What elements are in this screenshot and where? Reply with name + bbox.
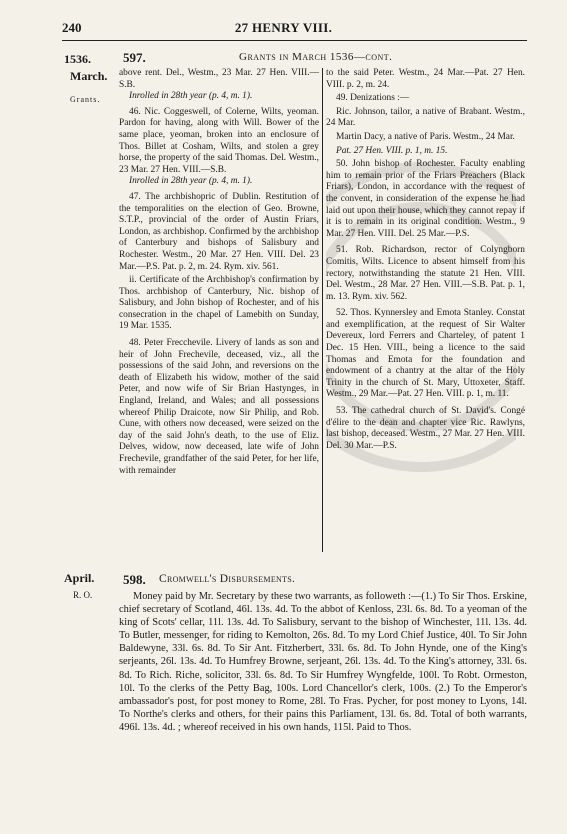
entry-paragraph: Ric. Johnson, tailor, a native of Brabant. Westm., 24 Mar. <box>326 106 525 129</box>
margin-april: April. <box>64 571 95 585</box>
margin-record-office: R. O. <box>73 590 93 600</box>
left-column <box>119 68 319 477</box>
entry-paragraph: 52. Thos. Kynnersley and Emota Stanley. Constat and exemplification, at the request of Sir Walter Devereux, lord Ferrers and Charteley, of patent 1 Dec. 15 Hen. VIII., being a licence to the said Thomas and Emota for the foundation and endowment of a chantry at the altar of the Holy Trinity in the church of St. Mary, Uttoxeter, Staff. Westm., 29 Mar.—Pat. 27 Hen. VIII. p. 1, m. 11. <box>326 308 525 400</box>
section-598-body <box>119 590 527 734</box>
entry-paragraph: above rent. Del., Westm., 23 Mar. 27 Hen. VIII.—S.B. <box>119 68 319 90</box>
entry-paragraph: 46. Nic. Coggeswell, of Colerne, Wilts, yeoman. Pardon for having, along with Will. Bower of the same place, yeoman, broken into an enclosure of Thos. Billet at Cosham, Wilts, and stolen a grey horse, the property of the said Thomas. Del. Westm., 23 Mar. 27 Hen. VIII.—S.B. <box>119 106 319 175</box>
entry-paragraph: to the said Peter. Westm., 24 Mar.—Pat. 27 Hen. VIII. p. 2, m. 24. <box>326 68 525 90</box>
section-597-number: 597. <box>123 50 146 65</box>
section-597-title: Grants in March 1536—cont. <box>239 51 393 63</box>
margin-grants-label: Grants. <box>70 95 101 104</box>
entry-paragraph: ii. Certificate of the Archbishop's confirmation by Thos. archbishop of Canterbury, Nic. bishop of Salisbury, and John bishop of Rochester, and of his consecration in the chapel of Lamebith on Sunday, 19 Mar. 1535. <box>119 275 319 332</box>
enrolment-note: Inrolled in 28th year (p. 4, m. 1). <box>129 176 253 187</box>
section-597-heading <box>119 50 525 66</box>
column-divider <box>322 68 323 552</box>
running-head: 27 HENRY VIII. <box>234 20 333 35</box>
section-598-number: 598. <box>123 572 146 587</box>
entry-paragraph: 51. Rob. Richardson, rector of Colyngborn Comitis, Wilts. Licence to absent himself from his rectory, notwithstanding the statute 21 Hen. VIII. Del. Westm., 28 Mar. 27 Hen. VIII.—S.B. Pat. p. 1, m. 13. Rym. xiv. 562. <box>326 245 525 302</box>
enrolment-note: Inrolled in 28th year (p. 4, m. 1). <box>129 91 253 102</box>
entry-paragraph: Pat. 27 Hen. VIII. p. 1, m. 15. <box>336 145 448 156</box>
section-598-title: Cromwell's Disbursements. <box>159 573 296 585</box>
disbursements-paragraph: Money paid by Mr. Secretary by these two warrants, as followeth :—(1.) To Sir Thos. Erskine, chief secretary of Scotland, 46l. 13s. 4d. To the abbot of Kenloss, 23l. 6s. 8d. To a yeoman of the king of Scots' cellar, 11l. 13s. 4d. To Salisbury, servant to the bishop of Winchester, 11l. 13s. 4d. To Butler, messenger, for riding to Kemolton, 26s. 8d. To my Lord Chief Justice, 40l. To Sir John Baldewyne, 33l. 6s. 8d. To Sir Ant. Fitzherbert, 33l. 6s. 8d. To John Hynde, one of the King's serjeants, 26l. 13s. 4d. To Humfrey Browne, serjeant, 26l. 13s. 4d. To the King's attorney, 33l. 6s. 8d. To Rich. Riche, solicitor, 33l. 6s. 8d. To Sir Humfrey Wyngfelde, 100l. To Robt. Ormeston, 10l. To the clerks of the Petty Bag, 100s. Lord Chancellor's clerk, 100s. (2.) To the Emperor's ambassador's post, for post money to Rome, 28l. To Fras. Pycher, for post money to Lyons, 14l. To Northe's clerks and others, for their pains this Parliament, 13l. 6s. 8d. Total of both warrants, 496l. 13s. 4d. ; whereof received in his own hands, 115l. Paid to Thos. <box>119 591 527 733</box>
entry-paragraph: Martin Dacy, a native of Paris. Westm., 24 Mar. <box>336 131 515 142</box>
margin-month: March. <box>70 69 108 83</box>
entry-paragraph: 49. Denizations :— <box>336 93 410 104</box>
page-number: 240 <box>62 20 82 35</box>
entry-paragraph: 50. John bishop of Rochester. Faculty enabling him to remain prior of the Friars Preachers (Black Friars), London, in accordance with the request of the convent, in consideration of the expense he had laid out upon their house, which they cannot repay if it is to remain in its original condition. Westm., 9 Mar. 27 Hen. VIII. Del. 25 Mar.—P.S. <box>326 159 525 239</box>
entry-paragraph: 47. The archbishopric of Dublin. Restitution of the temporalities on the election of Geo. Browne, S.T.P., provincial of the order of Austin Friars, London, as archbishop. Confirmed by the archbishop of Canterbury and bishops of Salisbury and Rochester. Westm., 20 Mar. 27 Hen. VIII. Del. 23 Mar.—P.S. Pat. p. 2, m. 24. Rym. xiv. 561. <box>119 191 319 272</box>
header-rule <box>62 40 527 41</box>
entry-paragraph: 48. Peter Frecchevile. Livery of lands as son and heir of John Frechevile, deceased, viz., all the possessions of the said John, and reversions on the death of Elizabeth his widow, mother of the said Peter, and now wife of Sir Brian Hastynges, in England, Ireland, and Wales; and all possessions whereof Philip Draicote, now Sir Philip, and Rob. Cune, with others now deceased, were seized on the day of the said John's death, to the use of Eliz. Delves, widow, now deceased, late wife of John Frechevile, grandfather of the said Peter, for her life, with remainder <box>119 338 319 476</box>
section-598-heading <box>119 572 525 588</box>
margin-year: 1536. <box>64 52 91 66</box>
entry-paragraph: 53. The cathedral church of St. David's. Congé d'élire to the dean and chapter vice Ric. Rawlyns, last bishop, deceased. Westm., 27 Mar. 27 Hen. VIII. Del. 30 Mar.—P.S. <box>326 406 525 451</box>
right-column <box>326 68 525 452</box>
